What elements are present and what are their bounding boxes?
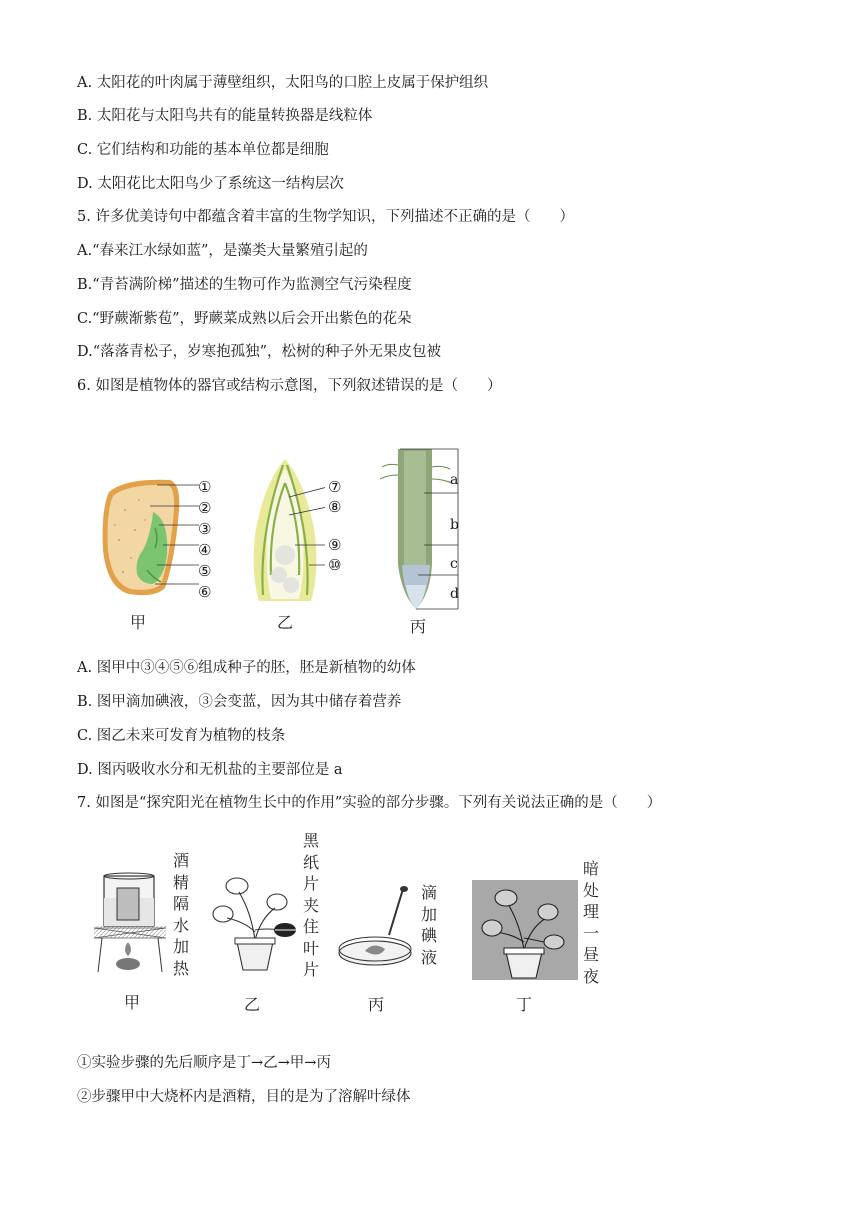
q5-stem: 5. 许多优美诗句中都蕴含着丰富的生物学知识，下列描述不正确的是（ ）	[77, 209, 574, 225]
bud-label-8: ⑧	[328, 498, 342, 516]
root-label-d: d	[450, 586, 459, 602]
step-ding-note: 暗 处 理 一 昼 夜	[582, 859, 599, 986]
bud-label-7: ⑦	[328, 478, 342, 496]
seed-label-1: ①	[198, 478, 212, 496]
seed-label-3: ③	[198, 520, 212, 538]
q4-option-a: A. 太阳花的叶肉属于薄壁组织，太阳鸟的口腔上皮属于保护组织	[77, 75, 489, 91]
q7-statement-1: ①实验步骤的先后顺序是丁→乙→甲→丙	[77, 1055, 331, 1071]
step-yi-caption: 乙	[244, 995, 261, 1014]
bud-diagram	[245, 455, 325, 603]
step-ding-caption: 丁	[516, 995, 533, 1014]
q5-option-b: B.“青苔满阶梯”描述的生物可作为监测空气污染程度	[77, 277, 412, 293]
q5-option-d: D.“落落青松子，岁寒抱孤独”，松树的种子外无果皮包被	[77, 344, 442, 360]
dark-treatment-diagram	[472, 880, 578, 980]
figure-jia-caption: 甲	[130, 613, 147, 632]
step-bing-caption: 丙	[368, 995, 385, 1014]
q7-stem: 7. 如图是“探究阳光在植物生长中的作用”实验的部分步骤。下列有关说法正确的是（ ）	[77, 795, 662, 811]
figure-bing-caption: 丙	[410, 617, 427, 636]
q5-option-a: A.“春来江水绿如蓝”，是藻类大量繁殖引起的	[77, 243, 368, 259]
root-label-c: c	[450, 556, 458, 572]
plant-black-paper-diagram	[205, 872, 305, 972]
bud-label-9: ⑨	[328, 536, 342, 554]
step-jia-caption: 甲	[124, 993, 141, 1012]
seed-label-4: ④	[198, 541, 212, 559]
q7-statement-2: ②步骤甲中大烧杯内是酒精，目的是为了溶解叶绿体	[77, 1089, 411, 1105]
q4-option-b: B. 太阳花与太阳鸟共有的能量转换器是线粒体	[77, 108, 373, 124]
seed-label-2: ②	[198, 499, 212, 517]
q6-option-a: A. 图甲中③④⑤⑥组成种子的胚，胚是新植物的幼体	[77, 660, 416, 676]
q4-option-d: D. 太阳花比太阳鸟少了系统这一结构层次	[77, 176, 344, 192]
q6-option-d: D. 图丙吸收水分和无机盐的主要部位是 a	[77, 762, 343, 778]
root-label-a: a	[450, 472, 459, 488]
root-label-b: b	[450, 517, 459, 533]
seed-label-5: ⑤	[198, 562, 212, 580]
step-yi-note: 黑 纸 片 夹 住 叶 片	[302, 831, 319, 979]
figure-yi-caption: 乙	[277, 613, 294, 632]
bud-labels	[328, 477, 341, 575]
iodine-dish-diagram	[335, 885, 420, 975]
q6-stem: 6. 如图是植物体的器官或结构示意图，下列叙述错误的是（ ）	[77, 378, 502, 394]
q6-option-b: B. 图甲滴加碘液，③会变蓝，因为其中储存着营养	[77, 694, 402, 710]
water-bath-diagram	[92, 868, 172, 980]
q5-option-c: C.“野蕨渐紫苞”，野蕨菜成熟以后会开出紫色的花朵	[77, 311, 412, 327]
step-jia-note: 酒 精 隔 水 加 热	[172, 851, 189, 978]
root-tip-diagram	[380, 445, 460, 615]
q4-option-c: C. 它们结构和功能的基本单位都是细胞	[77, 142, 329, 158]
seed-label-6: ⑥	[198, 583, 212, 601]
q6-option-c: C. 图乙未来可发育为植物的枝条	[77, 728, 286, 744]
bud-label-10: ⑩	[328, 556, 342, 574]
seed-labels	[198, 477, 211, 603]
step-bing-note: 滴 加 碘 液	[420, 883, 437, 967]
